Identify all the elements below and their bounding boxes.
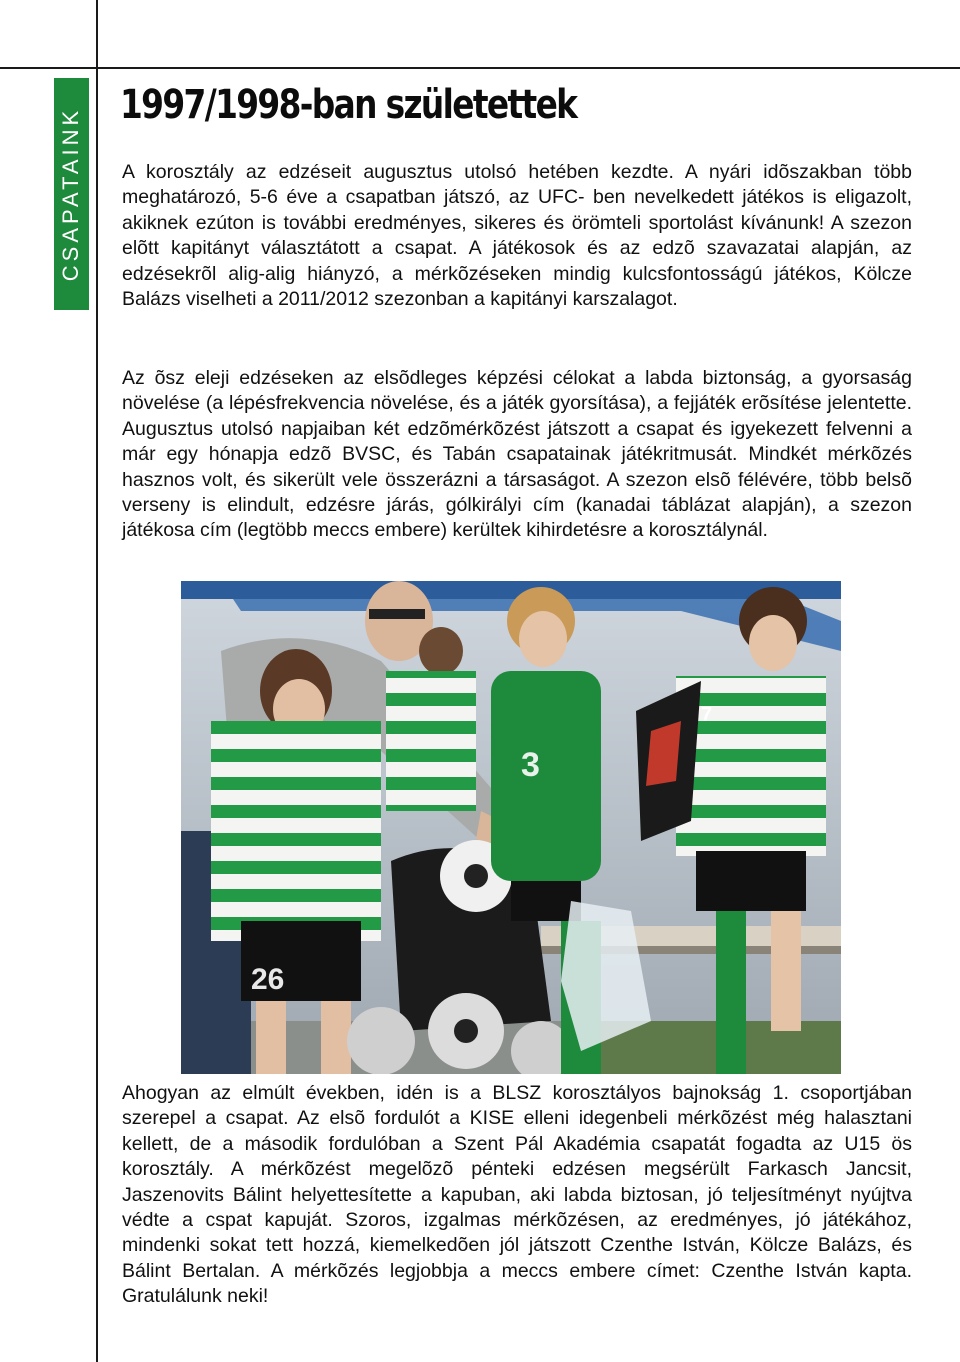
page-title: 1997/1998-ban születettek	[120, 82, 577, 128]
shirt-number-7: 7	[701, 704, 713, 726]
team-photo	[181, 581, 841, 1074]
sunglasses	[369, 609, 425, 619]
section-tab-label: CSAPATAINK	[58, 106, 84, 282]
shelter-beam	[181, 581, 841, 599]
paragraph-autumn-training: Az õsz eleji edzéseken az elsõdleges képzési célokat a labda biztonság, a gyorsaság növelése (a lépésfrekvencia növelése, és a játék gyorsítása), a fejjáték erõsítése jelentette. Augusztus utolsó napjaiban két edzõmérkõzést játszott a csapat és igyekezett felvenni a már egy hónapja edzõ BVSC, és Tabán csapatainak játékritmusát. Mindkét mérkõzés hasznos volt, és sikerült vele összerázni a társaságot. A szezon elsõ félévére, több belsõ verseny is elindult, edzésre járás, gólkirályi cím (kanadai táblázat alapján), a szezon játékosa cím (legtöbb meccs embere) kerültek kihirdetésre a korosztálynál.	[122, 367, 912, 542]
shirt-number-3: 3	[521, 746, 540, 784]
shirt-number-26: 26	[251, 963, 285, 996]
paragraph-intro: A korosztály az edzéseit augusztus utolsó hetében kezdte. A nyári idõszakban több meghatározó, 5-6 éve a csapatban játszó, az UFC- ben nevelkedett játékos is eligazolt, akiknek ezúton is további eredményes, sikeres és örömteli sportolást kívánunk! A szezon elõtt kapitányt választátott a csapat. A játékosok és az edzõ szavazatai alapján, az edzésekrõl alig-alig hiányzó, a mérkõzéseken mindig kulcsfontosságú játékos, Kölcze Balázs viselheti a 2011/2012 szezonban a kapitányi karszalagot.	[122, 161, 912, 311]
vertical-rule	[96, 0, 98, 1362]
horizontal-rule	[0, 67, 960, 69]
team-photo-illustration	[181, 581, 841, 1074]
paragraph-league: Ahogyan az elmúlt években, idén is a BLSZ korosztályos bajnokság 1. csoportjában szerepel a csapat. Az elsõ fordulót a KISE elleni idegenbeli mérkõzést még halasztani kellett, de a második fordulóban a Szent Pál Akadémia csapatát fogadta az U15 ös korosztály. A mérkõzést megelõzõ pénteki edzésen megsérült Farkasch Jancsit, Jaszenovits Bálint helyettesítette a kapuban, aki labda biztosan, jó teljesítményt nyújtva védte a cspat kapuját. Szoros, izgalmas mérkõzésen, az eredményes, jó játékához, mindenki sokat tett hozzá, kiemelkedõen jól játszott Czenthe István, Kölcze Balázs, és Bálint Bertalan. A mérkõzés legjobbja a meccs embere címet: Czenthe István kapta. Gratulálunk neki!	[122, 1082, 912, 1308]
section-tab	[54, 78, 89, 310]
